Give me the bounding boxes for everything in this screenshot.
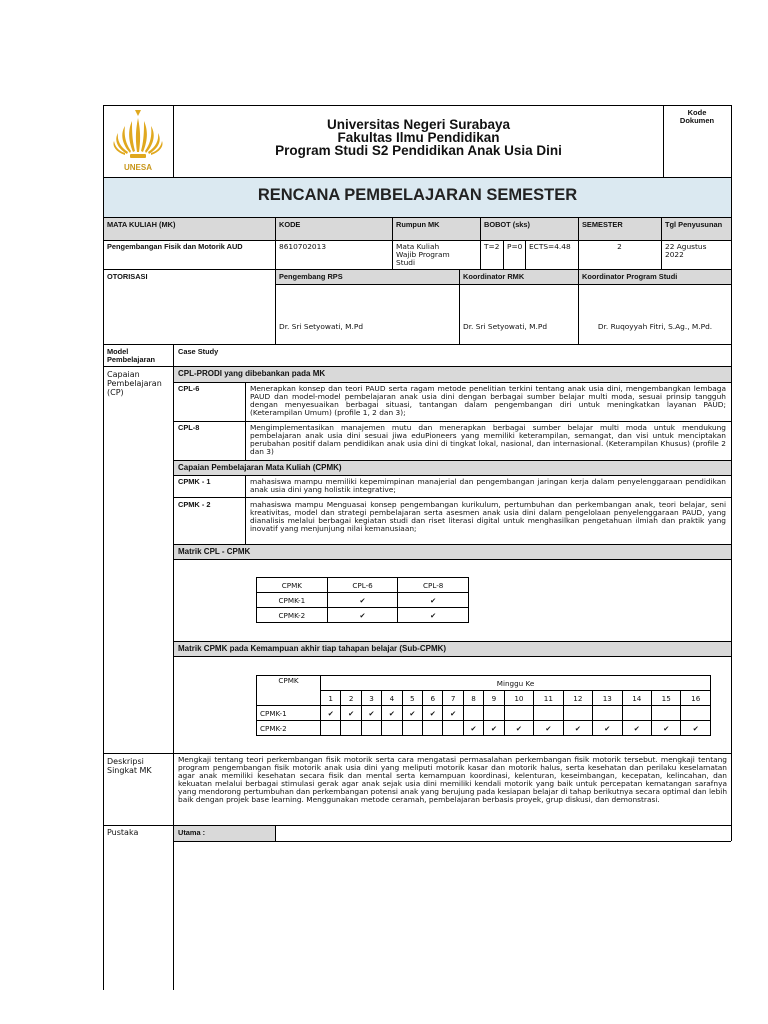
week-number: 15 [652,691,681,706]
week-number: 2 [341,691,361,706]
check-mark: ✔ [463,721,483,736]
check-mark [321,721,341,736]
check-mark: ✔ [341,706,361,721]
table-row [257,593,469,608]
check-mark: ✔ [327,593,398,608]
table-row [257,721,711,736]
bobot-p: P=0 [507,242,523,251]
check-mark: ✔ [534,721,563,736]
check-mark: ✔ [443,706,463,721]
koordinator-prodi-label: Koordinator Program Studi [582,272,678,281]
matrix-cpl-cpmk [256,577,469,623]
pengembang-label: Pengembang RPS [279,272,343,281]
week-number: 7 [443,691,463,706]
matrix1-col-header: CPL-6 [327,578,398,593]
check-mark [534,706,563,721]
matrix1-row-label: CPMK-2 [257,608,328,623]
week-number: 1 [321,691,341,706]
check-mark: ✔ [398,608,469,623]
deskripsi-label: Deskripsi Singkat MK [107,757,152,775]
check-mark [504,706,533,721]
week-number: 11 [534,691,563,706]
model-value: Case Study [178,347,219,356]
mk-header: MATA KULIAH (MK) [107,220,176,229]
week-number: 14 [622,691,651,706]
check-mark: ✔ [398,593,469,608]
week-number: 10 [504,691,533,706]
week-number: 3 [361,691,381,706]
check-mark: ✔ [504,721,533,736]
cpl-header: CPL-PRODI yang dibebankan pada MK [178,369,326,378]
cpl-8-code: CPL-8 [178,423,200,432]
week-number: 6 [423,691,443,706]
course-date: 22 Agustus 2022 [665,242,707,259]
check-mark [652,706,681,721]
course-rumpun: Mata Kuliah Wajib Program Studi [396,242,450,267]
course-code: 8610702013 [279,242,327,251]
pustaka-label: Pustaka [107,828,139,837]
check-mark [382,721,402,736]
matrix2-cpmk-label: CPMK [257,676,321,706]
koordinator-rmk-name: Dr. Sri Setyowati, M.Pd [463,322,548,331]
bobot-t: T=2 [484,242,500,251]
cpmk-2-text: mahasiswa mampu Menguasai konsep pengembangan kurikulum, pertumbuhan dan perkembangan anak, teori belajar, seni kreativitas, model dan strategi pembelajaran serta asesmen anak usia dini dalam pengelolaan penyelenggaraan PAUD, yang dianalisis melalui berbagai kegiatan studi dan riset literasi digital untuk menghasilkan pengetahuan ilmiah dan praktik yang inovatif yang menjunjung nilai kemanusiaan; [250,500,726,533]
week-number: 16 [681,691,711,706]
matrix1-row-label: CPMK-1 [257,593,328,608]
check-mark [463,706,483,721]
week-number: 4 [382,691,402,706]
week-number: 12 [563,691,592,706]
week-number: 5 [402,691,422,706]
deskripsi-text: Mengkaji tentang teori perkembangan fisik motorik serta cara mengatasi permasalahan perkembangan fisik motorik tersebut. mengkaji tentang program pengembangan fisik motorik anak usia dini yang meliputi motorik kasar dan motorik halus, serta kesehatan dan perilaku keselamatan agar anak memiliki kesehatan secara fisik dan mental serta kemampuan koordinasi, kelenturan, keseimbangan, kecepatan, kelincahan, dan kekuatan melalui berbagai stimulasi gerak agar anak sejak usia dini memiliki kendali motorik yang baik untuk percepatan kematangan sarafnya yang mendorong pertumbuhan dan perkembangan potensi anak yang berujung pada kesiapan belajar di tahap berikutnya secara optimal dan lebih baik dengan projek base learning. Menggunakan metode ceramah, pembelajaran berbasis proyek, grup diskusi, dan demonstrasi. [178,755,727,804]
faculty-name: Fakultas Ilmu Pendidikan [337,130,500,145]
check-mark: ✔ [321,706,341,721]
bobot-ects: ECTS=4.48 [529,242,571,251]
check-mark: ✔ [361,706,381,721]
week-number: 8 [463,691,483,706]
table-row [257,706,711,721]
week-number: 9 [484,691,504,706]
check-mark [484,706,504,721]
check-mark: ✔ [382,706,402,721]
check-mark: ✔ [563,721,592,736]
matrix1-col-header: CPL-8 [398,578,469,593]
course-name: Pengembangan Fisik dan Motorik AUD [107,242,243,251]
program-name: Program Studi S2 Pendidikan Anak Usia Dini [275,143,562,158]
model-label: Model Pembelajaran [107,347,156,364]
kode-header: KODE [279,220,301,229]
check-mark [681,706,711,721]
page-title: RENCANA PEMBELAJARAN SEMESTER [257,186,578,204]
matrix1-header: Matrik CPL - CPMK [178,547,251,556]
matrix-cpmk-weeks [256,675,711,736]
pustaka-utama: Utama : [178,828,206,837]
tgl-header: Tgl Penyusunan [665,220,723,229]
matrix2-minggu-label: Minggu Ke [321,676,711,691]
check-mark: ✔ [622,721,651,736]
check-mark: ✔ [484,721,504,736]
check-mark [361,721,381,736]
matrix2-row-label: CPMK-1 [257,706,321,721]
matrix2-row-label: CPMK-2 [257,721,321,736]
week-number: 13 [593,691,622,706]
check-mark [443,721,463,736]
logo-text: UNESA [123,163,153,172]
pengembang-name: Dr. Sri Setyowati, M.Pd [279,322,364,331]
otorisasi-label: OTORISASI [107,272,148,281]
cp-label: Capaian Pembelajaran (CP) [107,370,162,397]
check-mark [563,706,592,721]
cpmk-2-code: CPMK - 2 [178,500,211,509]
check-mark: ✔ [652,721,681,736]
cpmk-header: Capaian Pembelajaran Mata Kuliah (CPMK) [178,463,342,472]
koordinator-rmk-label: Koordinator RMK [463,272,525,281]
check-mark [423,721,443,736]
university-name: Universitas Negeri Surabaya [326,117,511,132]
cpl-8-text: Mengimplementasikan manajemen mutu dan menerapkan berbagai sumber belajar multi moda untuk mendukung pembelajaran anak usia dini sesuai jiwa eduPioneers yang memiliki keterampilan, semangat, dan visi untuk menciptakan perubahan positif dalam pendidikan anak usia dini di tingkat lokal, nasional, dan internasional. (Keterampilan Khusus) (profile 2 dan 3) [250,423,726,456]
semester-header: SEMESTER [582,220,623,229]
matrix1-col-header: CPMK [257,578,328,593]
bobot-header: BOBOT (sks) [484,220,530,229]
check-mark [402,721,422,736]
check-mark: ✔ [327,608,398,623]
cpl-6-text: Menerapkan konsep dan teori PAUD serta ragam metode penelitian terkini tentang anak usia dini, mengembangkan lembaga PAUD dan model-model pembelajaran anak usia dini dengan berbagai sumber belajar multi moda, sesuai prinsip tangguh dengan menyesuaikan berbagai situasi, tantangan dalam pengembangan diri untuk meningkatkan layanan PAUD; (Keterampilan Umum) (profile 1, 2 dan 3); [250,384,726,417]
check-mark: ✔ [423,706,443,721]
unesa-logo [106,108,170,175]
check-mark [341,721,361,736]
table-row [257,608,469,623]
course-semester: 2 [617,242,622,251]
cpmk-1-text: mahasiswa mampu memiliki kepemimpinan manajerial dan pengembangan jaringan kerja dalam penyelenggaraan pendidikan anak usia dini yang holistik integrative; [250,477,726,494]
kode-dokumen-label: Kode Dokumen [679,108,715,125]
check-mark: ✔ [681,721,711,736]
rumpun-header: Rumpun MK [396,220,440,229]
matrix2-header: Matrik CPMK pada Kemampuan akhir tiap tahapan belajar (Sub-CPMK) [178,644,447,653]
check-mark [593,706,622,721]
check-mark [622,706,651,721]
cpl-6-code: CPL-6 [178,384,200,393]
check-mark: ✔ [593,721,622,736]
check-mark: ✔ [402,706,422,721]
koordinator-prodi-name: Dr. Ruqoyyah Fitri, S.Ag., M.Pd. [597,322,713,331]
cpmk-1-code: CPMK - 1 [178,477,211,486]
matrix1-header-band [174,545,731,559]
